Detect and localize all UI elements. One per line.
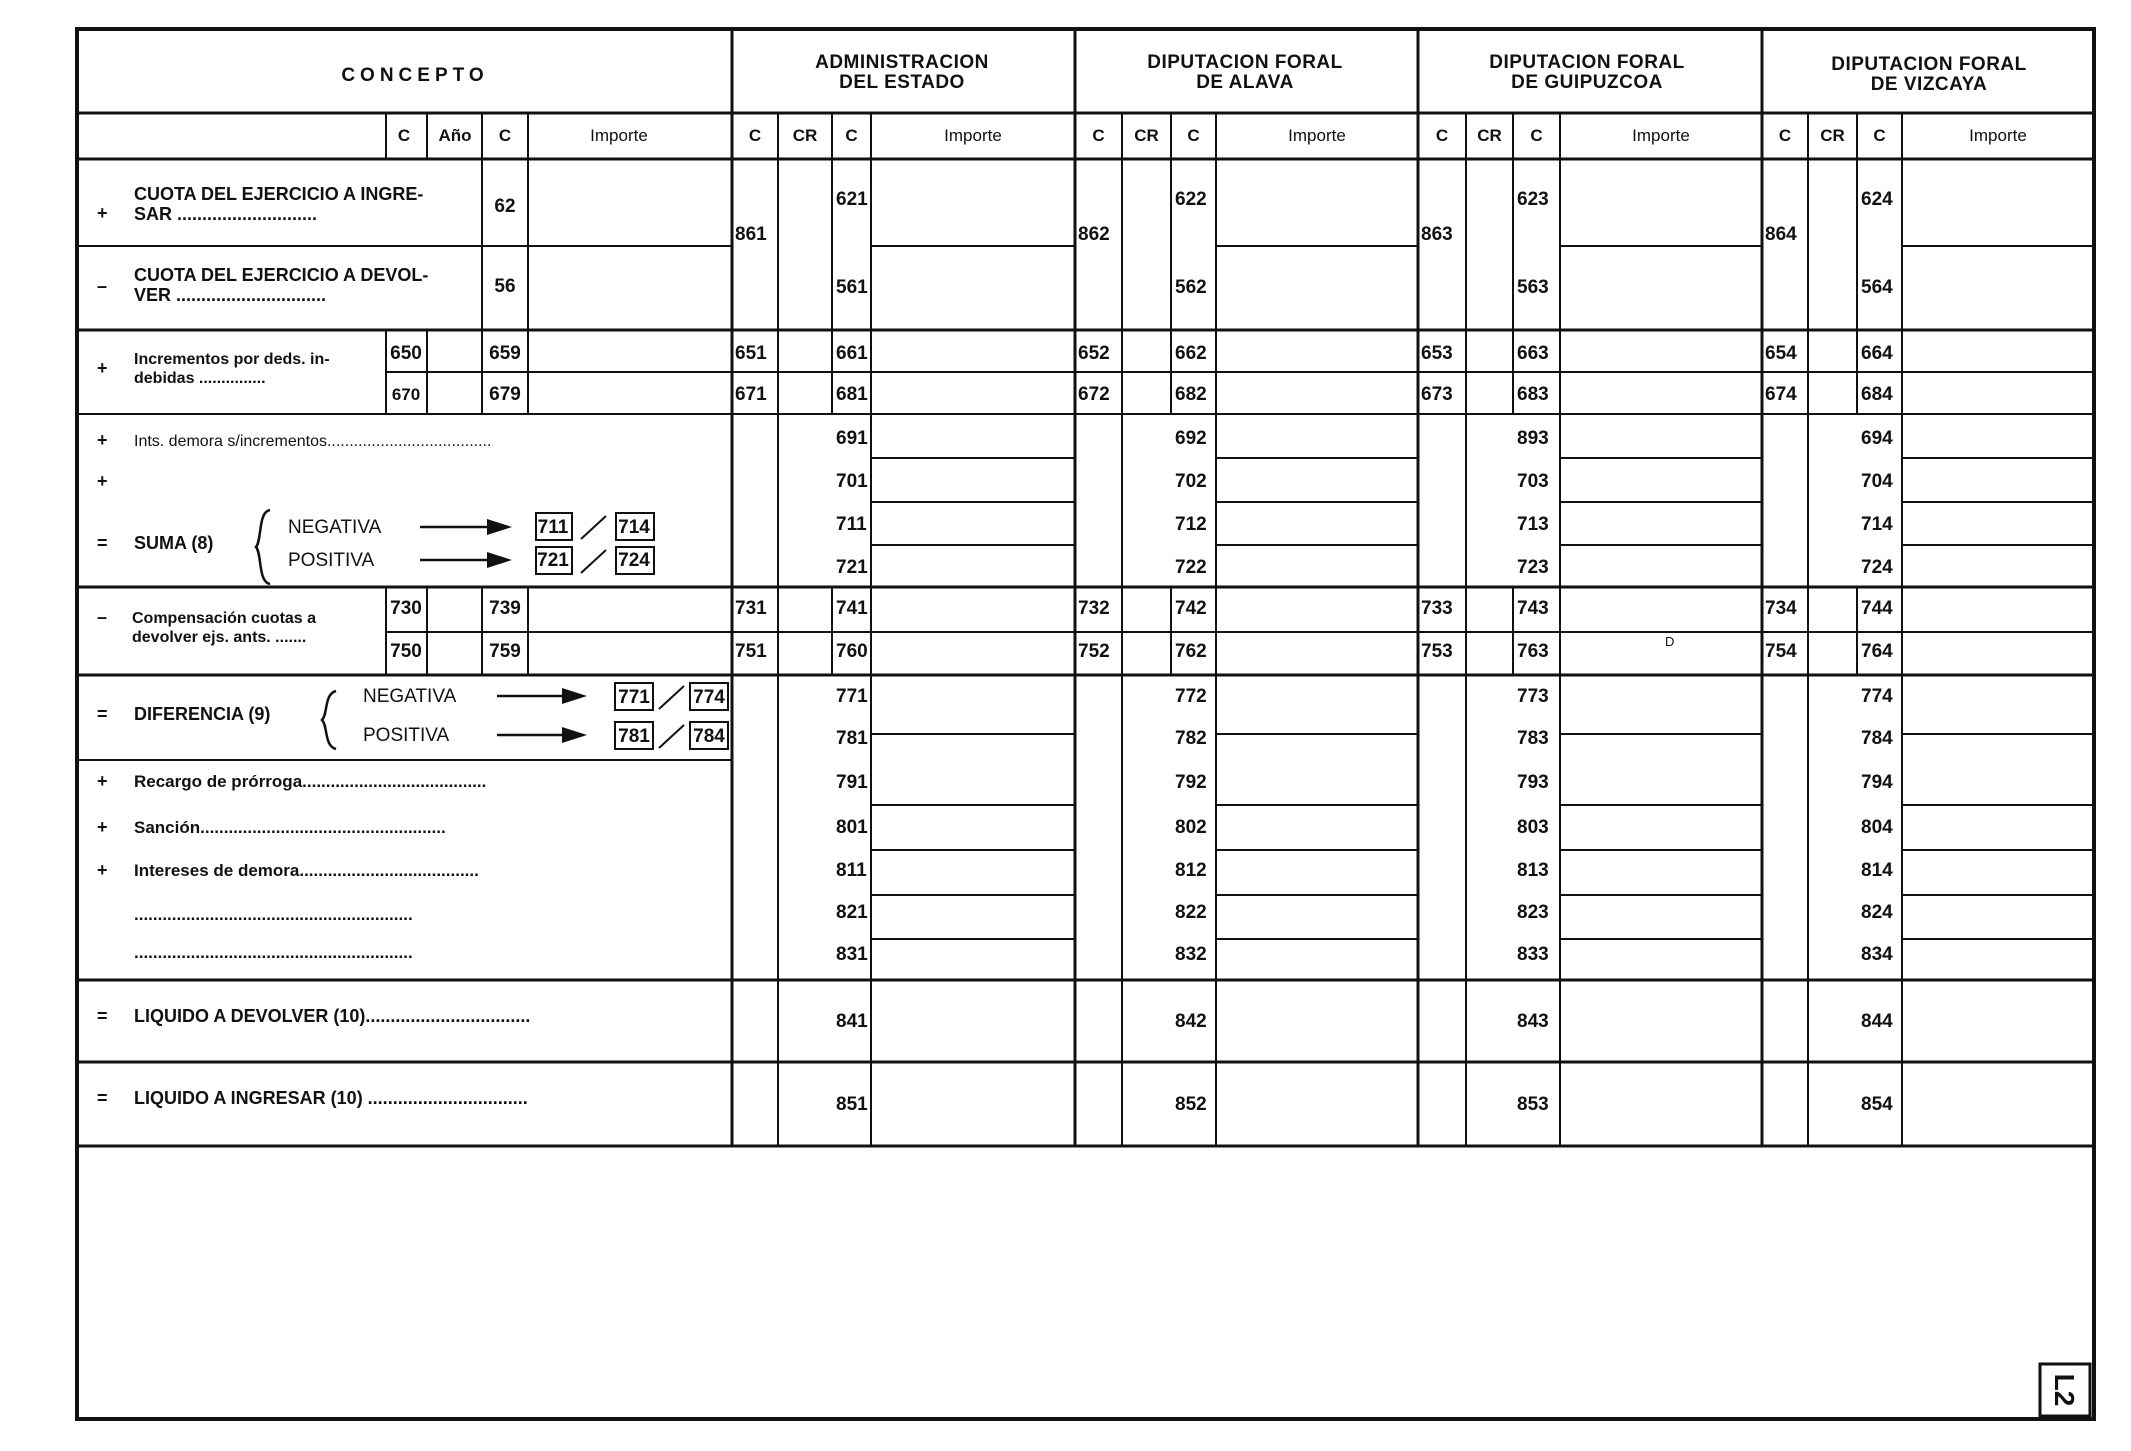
svg-text:DIFERENCIA (9): DIFERENCIA (9) (134, 704, 271, 724)
region-code: 774 (1861, 686, 1893, 707)
region-code: 692 (1175, 428, 1207, 449)
region-code: 832 (1175, 944, 1207, 965)
svg-text:659: 659 (489, 343, 521, 364)
admin-header-line1: ADMINISTRACION (815, 52, 989, 73)
region-code: 724 (1861, 557, 1893, 578)
region-subheader: C (1435, 126, 1449, 145)
region-code: 864 (1765, 224, 1797, 245)
svg-text:–: – (97, 276, 108, 296)
svg-text:781: 781 (618, 726, 650, 747)
svg-text:NEGATIVA: NEGATIVA (288, 517, 382, 538)
region-code: 682 (1175, 384, 1207, 405)
region-code: 821 (836, 902, 868, 923)
region-code: 732 (1078, 598, 1110, 619)
region-code: 621 (836, 189, 868, 210)
svg-text:+: + (97, 817, 108, 837)
region-code: 674 (1765, 384, 1797, 405)
svg-text:+: + (97, 358, 108, 378)
region-subheader: CR (792, 126, 818, 145)
region-code: 771 (836, 686, 868, 707)
region-subheader: Importe (1632, 126, 1690, 145)
region-code: 744 (1861, 598, 1893, 619)
region-code: 863 (1421, 224, 1453, 245)
region-subheaders (749, 126, 2027, 145)
region-code: 783 (1517, 728, 1549, 749)
svg-text:56: 56 (494, 276, 516, 297)
region-code: 813 (1517, 860, 1549, 881)
region-subheader: CR (1820, 126, 1845, 145)
svg-text:debidas ...............: debidas ............... (134, 370, 266, 387)
region-code: 563 (1517, 277, 1549, 298)
svg-text:+: + (97, 771, 108, 791)
region-code: 672 (1078, 384, 1110, 405)
region-code: 811 (836, 860, 867, 881)
region-code: 683 (1517, 384, 1549, 405)
region-code: 671 (735, 384, 767, 405)
svg-text:C: C (397, 126, 411, 145)
region-code: 862 (1078, 224, 1110, 245)
region-code: 762 (1175, 641, 1207, 662)
region-code: 754 (1765, 641, 1797, 662)
region-subheader: C (1873, 126, 1886, 145)
region-code: 691 (836, 428, 868, 449)
region-codes (735, 189, 1893, 1115)
svg-text:LIQUIDO A DEVOLVER (10).......: LIQUIDO A DEVOLVER (10)................................. (134, 1006, 531, 1026)
svg-text:POSITIVA: POSITIVA (288, 550, 375, 571)
svg-text:–: – (97, 607, 108, 627)
region-subheader: C (748, 126, 762, 145)
region-code: 782 (1175, 728, 1207, 749)
page-mark: L2 (2049, 1373, 2080, 1407)
region-code: 831 (836, 944, 868, 965)
region-code: 760 (836, 641, 868, 662)
region-code: 651 (735, 343, 767, 364)
region-code: 663 (1517, 343, 1549, 364)
region-code: 561 (836, 277, 868, 298)
svg-text:774: 774 (693, 687, 725, 708)
guipuzcoa-header-line1: DIPUTACION FORAL (1489, 52, 1685, 73)
vizcaya-header-line1: DIPUTACION FORAL (1831, 54, 2027, 75)
region-code: 772 (1175, 686, 1207, 707)
region-code: 823 (1517, 902, 1549, 923)
region-code: 791 (836, 772, 868, 793)
svg-text:Intereses de demora...........: Intereses de demora...................................... (134, 861, 479, 880)
region-code: 734 (1765, 598, 1797, 619)
region-code: 673 (1421, 384, 1453, 405)
region-subheader: C (1778, 126, 1792, 145)
region-code: 764 (1861, 641, 1893, 662)
svg-text:Compensación cuotas a: Compensación cuotas a (132, 610, 317, 627)
svg-text:730: 730 (390, 598, 422, 619)
region-code: 842 (1175, 1011, 1207, 1032)
svg-text:+: + (97, 860, 108, 880)
region-code: 624 (1861, 189, 1893, 210)
alava-header-line1: DIPUTACION FORAL (1147, 52, 1343, 73)
svg-text:679: 679 (489, 384, 521, 405)
region-code: 652 (1078, 343, 1110, 364)
svg-text:+: + (97, 471, 108, 491)
svg-text:721: 721 (537, 550, 569, 571)
region-code: 794 (1861, 772, 1893, 793)
region-code: 622 (1175, 189, 1207, 210)
svg-text:62: 62 (494, 196, 516, 217)
svg-text:724: 724 (618, 550, 650, 571)
region-subheader: CR (1134, 126, 1159, 145)
concepto-header: CONCEPTO (341, 65, 489, 86)
svg-text:739: 739 (489, 598, 521, 619)
region-code: 562 (1175, 277, 1207, 298)
region-code: 681 (836, 384, 868, 405)
region-code: 741 (836, 598, 868, 619)
region-code: 853 (1517, 1094, 1549, 1115)
region-code: 781 (836, 728, 868, 749)
svg-text:711: 711 (537, 517, 569, 538)
region-code: 733 (1421, 598, 1453, 619)
region-code: 793 (1517, 772, 1549, 793)
region-code: 711 (836, 514, 867, 535)
region-code: 893 (1517, 428, 1549, 449)
region-subheader: C (1092, 126, 1105, 145)
svg-text:750: 750 (390, 641, 422, 662)
region-code: 802 (1175, 817, 1207, 838)
svg-text:VER ..........................: VER .............................. (134, 285, 327, 305)
svg-text:C: C (498, 126, 512, 145)
region-code: 714 (1861, 514, 1893, 535)
region-code: 854 (1861, 1094, 1893, 1115)
svg-text:+: + (97, 203, 108, 223)
region-code: 752 (1078, 641, 1110, 662)
svg-text:=: = (97, 704, 108, 724)
svg-text:Incrementos por deds. in-: Incrementos por deds. in- (134, 351, 330, 368)
region-subheader: Importe (1969, 126, 2027, 145)
region-code: 723 (1517, 557, 1549, 578)
region-code: 833 (1517, 944, 1549, 965)
region-code: 721 (836, 557, 868, 578)
region-code: 773 (1517, 686, 1549, 707)
region-code: 564 (1861, 277, 1893, 298)
svg-text:SUMA (8): SUMA (8) (134, 533, 214, 553)
region-code: 804 (1861, 817, 1893, 838)
region-code: 694 (1861, 428, 1893, 449)
svg-text:..............................: ........................................................... (134, 905, 413, 924)
svg-text:771: 771 (618, 687, 650, 708)
svg-text:..............................: ........................................................... (134, 943, 413, 962)
region-code: 742 (1175, 598, 1207, 619)
region-subheader: C (1530, 126, 1543, 145)
svg-text:devolver ejs. ants. .......: devolver ejs. ants. ....... (132, 629, 307, 646)
svg-text:Sanción.......................: Sanción.................................................... (134, 818, 446, 837)
region-code: 712 (1175, 514, 1207, 535)
region-code: 662 (1175, 343, 1207, 364)
svg-text:Ints. demora s/incrementos....: Ints. demora s/incrementos..................................... (134, 433, 492, 450)
svg-text:784: 784 (693, 726, 725, 747)
region-code: 664 (1861, 343, 1893, 364)
svg-text:CUOTA DEL EJERCICIO A DEVOL-: CUOTA DEL EJERCICIO A DEVOL- (134, 265, 429, 285)
region-code: 653 (1421, 343, 1453, 364)
svg-text:POSITIVA: POSITIVA (363, 725, 450, 746)
region-subheader: CR (1477, 126, 1502, 145)
svg-text:714: 714 (618, 517, 650, 538)
region-subheader: Importe (1288, 126, 1346, 145)
region-code: 861 (735, 224, 767, 245)
svg-text:Importe: Importe (590, 126, 648, 145)
region-code: 713 (1517, 514, 1549, 535)
region-code: 661 (836, 343, 868, 364)
region-code: 814 (1861, 860, 1893, 881)
vizcaya-header-line2: DE VIZCAYA (1870, 74, 1988, 95)
region-code: 803 (1517, 817, 1549, 838)
region-code: 844 (1861, 1011, 1893, 1032)
admin-header-line2: DEL ESTADO (839, 72, 965, 93)
region-code: 792 (1175, 772, 1207, 793)
svg-text:SAR ..........................: SAR ............................ (134, 204, 318, 224)
region-subheader: C (1187, 126, 1200, 145)
concepto-subheaders (398, 126, 648, 145)
svg-text:=: = (97, 533, 108, 553)
region-code: 684 (1861, 384, 1893, 405)
region-code: 822 (1175, 902, 1207, 923)
alava-header-line2: DE ALAVA (1196, 72, 1294, 93)
region-code: 763 (1517, 641, 1549, 662)
region-subheader: Importe (944, 126, 1002, 145)
region-code: 852 (1175, 1094, 1207, 1115)
svg-text:=: = (97, 1006, 108, 1026)
svg-text:NEGATIVA: NEGATIVA (363, 686, 457, 707)
region-subheader: C (845, 126, 858, 145)
region-code: 753 (1421, 641, 1453, 662)
region-code: 623 (1517, 189, 1549, 210)
svg-text:759: 759 (489, 641, 521, 662)
region-code: 812 (1175, 860, 1207, 881)
region-code: 703 (1517, 471, 1549, 492)
svg-text:Recargo de prórroga...........: Recargo de prórroga....................................... (134, 772, 487, 791)
guipuzcoa-header-line2: DE GUIPUZCOA (1511, 72, 1663, 93)
region-code: 731 (735, 598, 767, 619)
region-code: 843 (1517, 1011, 1549, 1032)
svg-text:670: 670 (391, 385, 421, 404)
region-code: 834 (1861, 944, 1893, 965)
region-code: 801 (836, 817, 868, 838)
region-code: 784 (1861, 728, 1893, 749)
region-code: 851 (836, 1094, 868, 1115)
region-code: 824 (1861, 902, 1893, 923)
svg-text:LIQUIDO A INGRESAR (10) ......: LIQUIDO A INGRESAR (10) ................................ (134, 1088, 528, 1108)
region-code: 722 (1175, 557, 1207, 578)
region-code: 743 (1517, 598, 1549, 619)
svg-text:Año: Año (438, 126, 472, 145)
svg-text:+: + (97, 430, 108, 450)
svg-text:=: = (97, 1088, 108, 1108)
region-code: 702 (1175, 471, 1207, 492)
region-code: 704 (1861, 471, 1893, 492)
svg-text:CUOTA DEL EJERCICIO A INGRE-: CUOTA DEL EJERCICIO A INGRE- (134, 184, 424, 204)
svg-text:650: 650 (390, 343, 422, 364)
region-code: 841 (836, 1011, 868, 1032)
region-code: 654 (1765, 343, 1797, 364)
svg-text:D: D (1665, 634, 1675, 649)
region-code: 701 (836, 471, 868, 492)
region-code: 751 (735, 641, 767, 662)
